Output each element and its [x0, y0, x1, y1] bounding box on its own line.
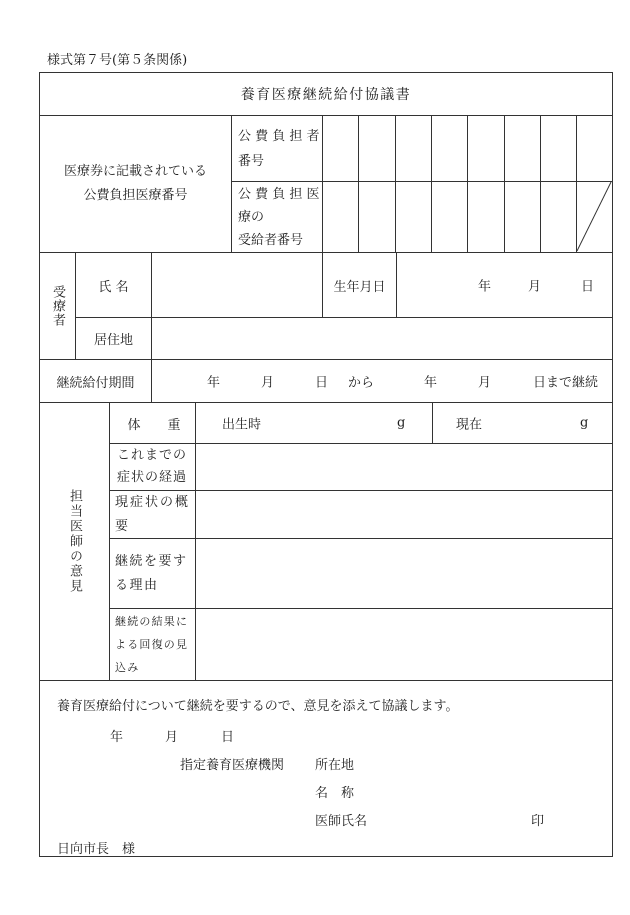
public-expense-section-label-line: 公費負担医療番号 — [83, 188, 188, 203]
address-label: 居住地 — [76, 318, 152, 360]
physician-name-label: 医師氏名 — [315, 814, 368, 829]
period-end-month-unit: 月 — [478, 375, 492, 391]
birth-weight-unit: g — [397, 415, 406, 431]
current-condition-label-line: 現症状の概 — [115, 494, 191, 510]
recipient-number-digit-box — [505, 182, 541, 253]
prognosis-label — [110, 609, 196, 681]
birthdate-month-unit: 月 — [528, 279, 542, 295]
birthdate-field — [397, 253, 613, 318]
recipient-number-digit-box — [541, 182, 577, 253]
birthdate-day-unit: 日 — [581, 279, 595, 295]
symptom-history-label-line: これまでの — [117, 448, 188, 463]
current-condition-label — [110, 491, 196, 539]
patient-name-field — [152, 253, 323, 318]
payer-number-digit-box — [541, 116, 577, 182]
payer-number-digit-box — [396, 116, 432, 182]
payer-number-digit-box — [468, 116, 505, 182]
continuation-reason-field — [196, 539, 613, 609]
period-from-label: から — [348, 375, 375, 391]
current-weight-unit: g — [580, 415, 589, 431]
declaration-month-unit: 月 — [165, 730, 179, 745]
continuation-reason-label-line: る理由 — [115, 577, 159, 593]
symptom-history-label — [110, 444, 196, 491]
diagonal-strike-line — [577, 182, 612, 252]
form-title: 養育医療継続給付協議書 — [40, 73, 613, 116]
prognosis-label-line: 込み — [115, 661, 140, 674]
payer-number-digit-box — [432, 116, 468, 182]
period-end-year-unit: 年 — [424, 375, 438, 391]
physician-opinion-section-label: 担当医師の意見 — [67, 489, 82, 594]
current-weight-label: 現在 — [456, 417, 483, 433]
patient-section — [40, 253, 76, 360]
benefit-period-label: 継続給付期間 — [40, 360, 152, 403]
birth-weight-label: 出生時 — [222, 417, 262, 433]
birthdate-year-unit: 年 — [478, 279, 492, 295]
payer-number-digit-box — [359, 116, 396, 182]
payer-number-digit-box — [323, 116, 359, 182]
address-field — [152, 318, 613, 360]
payer-number-digit-box — [505, 116, 541, 182]
payer-number-label — [232, 116, 323, 182]
location-label: 所在地 — [315, 758, 355, 773]
patient-name-label: 氏 名 — [76, 253, 152, 318]
recipient-number-digit-box — [323, 182, 359, 253]
agreement-form — [39, 72, 613, 857]
current-condition-label-line: 要 — [115, 518, 131, 534]
prognosis-field — [196, 609, 613, 681]
public-expense-section-label-line: 医療券に記載されている — [63, 164, 207, 179]
recipient-number-digit-box — [432, 182, 468, 253]
birthdate-label: 生年月日 — [323, 253, 397, 318]
recipient-number-digit-box — [468, 182, 505, 253]
recipient-number-unused-box — [577, 182, 613, 253]
declaration-statement: 養育医療給付について継続を要するので、意見を添えて協議します。 — [57, 699, 459, 714]
prognosis-label-line: よる回復の見 — [115, 638, 189, 651]
period-end-day-unit: 日まで継続 — [533, 375, 599, 391]
physician-opinion-section — [40, 403, 110, 681]
addressee: 日向市長 様 — [57, 842, 136, 857]
current-weight-field — [433, 403, 613, 444]
institution-name-label: 名 称 — [315, 786, 355, 801]
benefit-period-field — [152, 360, 613, 403]
birth-weight-field — [196, 403, 433, 444]
recipient-number-label — [232, 182, 323, 253]
continuation-reason-label-line: 継続を要す — [115, 553, 188, 569]
recipient-number-digit-box — [359, 182, 396, 253]
weight-label: 体 重 — [110, 403, 196, 444]
recipient-number-label-line: 療の — [238, 209, 265, 225]
symptom-history-label-line: 症状の経過 — [117, 470, 188, 485]
payer-number-label-line: 番号 — [238, 153, 265, 169]
declaration-year-unit: 年 — [110, 730, 124, 745]
recipient-number-label-line: 受給者番号 — [238, 232, 304, 248]
recipient-number-digit-box — [396, 182, 432, 253]
payer-number-digit-box — [577, 116, 613, 182]
institution-label: 指定養育医療機関 — [180, 758, 285, 773]
prognosis-label-line: 継続の結果に — [115, 615, 189, 628]
period-start-month-unit: 月 — [261, 375, 275, 391]
period-start-year-unit: 年 — [207, 375, 221, 391]
continuation-reason-label — [110, 539, 196, 609]
recipient-number-label-line: 公 費 負 担 医 — [238, 186, 320, 202]
declaration-section — [40, 681, 613, 857]
symptom-history-field — [196, 444, 613, 491]
form-number: 様式第７号(第５条関係) — [47, 53, 188, 68]
declaration-day-unit: 日 — [221, 730, 235, 745]
seal-mark-label: 印 — [531, 814, 545, 829]
payer-number-label-line: 公 費 負 担 者 — [238, 128, 320, 144]
patient-section-label: 受療者 — [50, 285, 65, 327]
period-start-day-unit: 日 — [315, 375, 329, 391]
public-expense-section-label — [40, 116, 232, 253]
current-condition-field — [196, 491, 613, 539]
